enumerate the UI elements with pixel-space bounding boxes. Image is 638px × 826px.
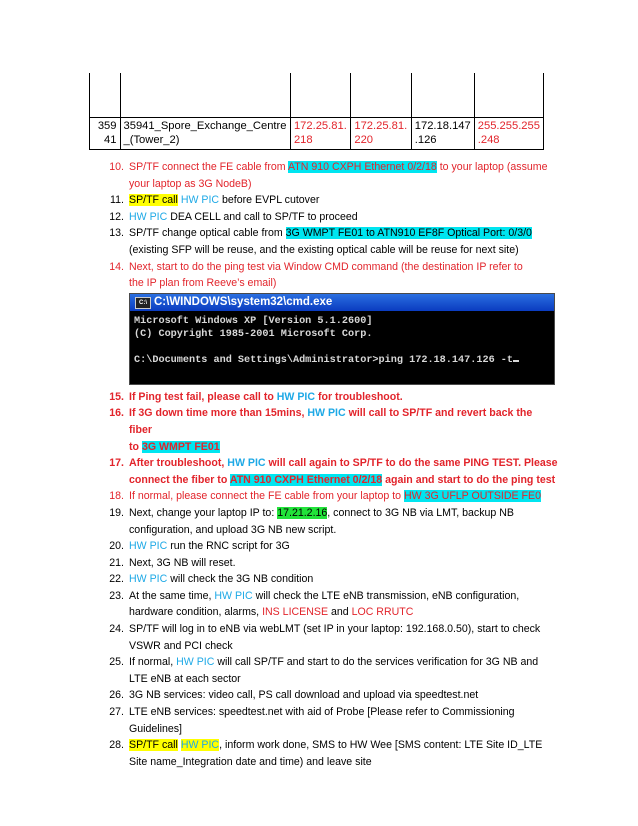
cell-text: 255.255.255 (477, 120, 540, 132)
step-18 (0, 488, 638, 505)
step-number: 11. (110, 194, 124, 207)
step-16 (0, 405, 638, 455)
cmd-icon: C:\ (135, 297, 151, 309)
step-text: your laptop as 3G NodeB) (129, 177, 252, 190)
site-name-cell (120, 118, 290, 150)
step-10 (0, 159, 638, 192)
step-text: for troubleshoot. (315, 390, 403, 403)
highlight-text: HW 3G UFLP OUTSIDE FE0 (404, 490, 541, 503)
hw-pic-text: HW PIC (180, 739, 220, 752)
step-13 (0, 225, 638, 258)
table-cell (120, 73, 290, 118)
cell-text: _(Tower_2) (123, 134, 180, 146)
step-25 (0, 654, 638, 687)
step-text: run the RNC script for 3G (167, 540, 290, 553)
table-cell (90, 73, 121, 118)
table-cell (290, 73, 350, 118)
step-20 (0, 538, 638, 555)
cmd-window-screenshot (129, 293, 555, 385)
step-number: 12. (109, 210, 124, 223)
step-number: 24. (109, 623, 124, 636)
step-text: , inform work done, SMS to HW Wee [SMS content: LTE Site ID_LTE (219, 739, 543, 752)
step-text: will call to SP/TF and revert back the fiber (129, 407, 533, 436)
cell-text: 172.25.81. (293, 120, 347, 132)
cmd-output (130, 311, 554, 367)
cell-text: 359 (97, 120, 117, 132)
step-number: 19. (109, 506, 124, 519)
hw-pic-text: HW PIC (129, 210, 168, 223)
step-21 (0, 555, 638, 572)
cmd-line: (C) Copyright 1985-2001 Microsoft Corp. (134, 328, 373, 340)
highlight-text: SP/TF call (129, 739, 178, 752)
step-text: hardware condition, alarms, (129, 606, 263, 619)
step-14 (0, 259, 638, 292)
step-number: 20. (109, 540, 124, 553)
step-text: configuration, and upload 3G NB new script. (129, 523, 337, 536)
step-number: 23. (109, 589, 124, 602)
step-text: and (328, 606, 352, 619)
step-text: to (129, 440, 142, 453)
cell-text: 172.18.147 (414, 120, 471, 132)
highlight-text: SP/TF call (129, 194, 178, 207)
step-24 (0, 621, 638, 654)
subnet-mask-cell (474, 118, 543, 150)
step-17 (0, 455, 638, 488)
step-text: VSWR and PCI check (129, 639, 233, 652)
step-23 (0, 588, 638, 621)
red-text: LOC RRUTC (351, 606, 414, 619)
table-row-empty (90, 73, 544, 118)
step-text: LTE eNB at each sector (129, 672, 241, 685)
step-number: 14. (109, 260, 124, 273)
highlight-text: ATN 910 CXPH Ethernet 0/2/18 (229, 473, 383, 486)
hw-pic-text: HW PIC (129, 540, 168, 553)
step-number: 21. (109, 556, 124, 569)
highlight-text: ATN 910 CXPH Ethernet 0/2/18 (287, 161, 437, 173)
step-number: 22. (109, 573, 124, 586)
step-text: SP/TF will log in to eNB via webLMT (set IP in your laptop: 192.168.0.50), start to check (129, 623, 541, 636)
step-number: 18. (109, 490, 124, 503)
hw-pic-text: HW PIC (276, 390, 316, 403)
ip-cell-3 (411, 118, 474, 150)
step-text: Next, change your laptop IP to: (129, 506, 278, 519)
step-text: At the same time, (129, 589, 215, 602)
cell-text: .126 (414, 134, 437, 146)
cell-text: 172.25.81. (354, 120, 408, 132)
cursor-icon (513, 360, 519, 362)
hw-pic-text: HW PIC (227, 457, 266, 470)
step-text: If 3G down time more than 15mins, (129, 407, 308, 420)
hw-pic-text: HW PIC (176, 656, 215, 669)
table-cell (474, 73, 543, 118)
ip-cell-1 (290, 118, 350, 150)
step-text: (existing SFP will be reuse, and the existing optical cable will be reuse for next site) (129, 243, 519, 256)
step-text: 3G NB services: video call, PS call download and upload via speedtest.net (129, 689, 479, 702)
step-text: again and start to do the ping test (382, 473, 556, 486)
cell-text: .248 (477, 134, 500, 146)
step-text: will check the 3G NB condition (167, 573, 314, 586)
step-number: 15. (109, 390, 124, 403)
step-27 (0, 704, 638, 737)
step-text: After troubleshoot, (129, 457, 228, 470)
step-text: the IP plan from Reeve’s email) (129, 277, 277, 290)
step-text: connect the fiber to (129, 473, 230, 486)
cell-text: 218 (293, 134, 313, 146)
cmd-title: C:\WINDOWS\system32\cmd.exe (154, 295, 333, 308)
cmd-line: C:\Documents and Settings\Administrator>ping 172.18.147.126 -t (134, 354, 514, 366)
cell-text: 220 (354, 134, 374, 146)
step-text: SP/TF connect the FE cable from (129, 161, 288, 173)
step-22 (0, 571, 638, 588)
cell-text: 35941_Spore_Exchange_Centre (123, 120, 287, 132)
step-number: 17. (109, 457, 124, 470)
ip-plan-table (89, 73, 544, 150)
step-text: If Ping test fail, please call to (129, 390, 277, 403)
step-19 (0, 505, 638, 538)
step-28 (0, 737, 638, 770)
step-text: LTE eNB services: speedtest.net with aid of Probe [Please refer to Commissioning (129, 706, 515, 719)
step-number: 26. (109, 689, 124, 702)
cell-text: 41 (104, 134, 117, 146)
table-cell (411, 73, 474, 118)
hw-pic-text: HW PIC (214, 589, 253, 602)
step-15 (0, 389, 638, 406)
step-text: will check the LTE eNB transmission, eNB configuration, (252, 589, 520, 602)
step-text: will call again to SP/TF to do the same PING TEST. Please (265, 457, 558, 470)
highlight-text: 3G WMPT FE01 (141, 440, 220, 453)
step-text: , connect to 3G NB via LMT, backup NB (327, 506, 514, 519)
step-text: SP/TF change optical cable from (129, 227, 286, 240)
hw-pic-text: HW PIC (307, 407, 346, 420)
step-number: 25. (109, 656, 124, 669)
step-number: 13. (109, 227, 124, 240)
step-text: Next, start to do the ping test via Window CMD command (the destination IP refer to (129, 260, 523, 273)
cmd-line: Microsoft Windows XP [Version 5.1.2600] (134, 315, 373, 327)
step-text: Guidelines] (129, 722, 182, 735)
table-cell (351, 73, 411, 118)
step-number: 28. (109, 739, 124, 752)
step-text: to your laptop (assume (436, 161, 548, 173)
site-number-cell (90, 118, 121, 150)
cmd-title-bar (130, 294, 554, 311)
step-text: DEA CELL and call to SP/TF to proceed (167, 210, 358, 223)
step-text: Site name_Integration date and time) and leave site (129, 755, 372, 768)
highlight-text: 3G WMPT FE01 to ATN910 EF8F Optical Port: 0/3/0 (285, 227, 532, 240)
step-text: Next, 3G NB will reset. (129, 556, 236, 569)
red-text: INS LICENSE (262, 606, 329, 619)
step-text: will call SP/TF and start to do the services verification for 3G NB and (214, 656, 539, 669)
ip-cell-2 (351, 118, 411, 150)
step-text: before EVPL cutover (219, 194, 320, 207)
highlight-text: 17.21.2.16 (277, 506, 328, 519)
step-number: 16. (109, 407, 124, 420)
step-11 (0, 192, 638, 209)
step-number: 10. (109, 161, 124, 173)
step-12 (0, 209, 638, 226)
hw-pic-text: HW PIC (180, 194, 220, 207)
table-row (90, 118, 544, 150)
step-text: If normal, please connect the FE cable from your laptop to (129, 490, 404, 503)
procedure-steps (0, 159, 638, 770)
step-number: 27. (109, 706, 124, 719)
hw-pic-text: HW PIC (129, 573, 168, 586)
step-text: If normal, (129, 656, 177, 669)
step-26 (0, 687, 638, 704)
